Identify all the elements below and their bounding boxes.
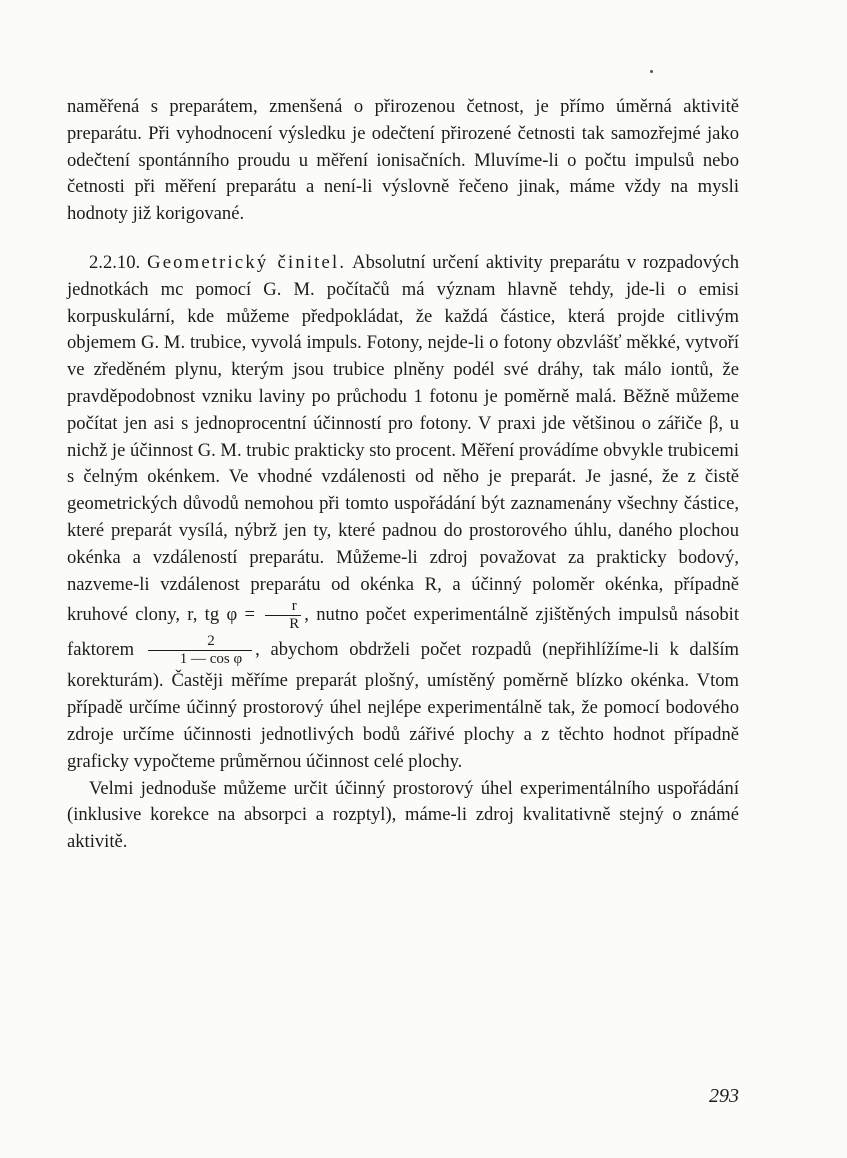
factor-fraction-denominator: 1 — cos φ <box>148 650 252 668</box>
tg-fraction <box>265 598 301 633</box>
paragraph-2 <box>67 250 739 776</box>
factor-fraction <box>148 633 252 668</box>
paragraph-2-part-a: Absolutní určení aktivity preparátu v rozpadových jednotkách mc pomocí G. M. počítačů má význam hlavně tehdy, jde-li o emisi korpuskulární, kde můžeme předpokládat, že každá částice, která projde citlivým objemem G. M. trubice, vyvolá impuls. Fotony, nejde-li o fotony obzvlášť měkké, vytvoří ve zředěném plynu, kterým jsou trubice plněny podél své dráhy, tak málo iontů, že pravděpodobnost vzniku laviny po průchodu 1 fotonu je poměrně malá. Běžně můžeme počítat jen asi s jednoprocentní účinností pro fotony. V praxi jde většinou o zářiče β, u nichž je účinnost G. M. trubic prakticky sto procent. Měření provádíme obvykle trubicemi s čelným okénkem. Ve vhodné vzdálenosti od něho je preparát. Je jasné, že z čistě geometrických důvodů nemohou při tomto uspořádání být zaznamenány všechny částice, které preparát vysílá, nýbrž jen ty, které padnou do prostorového úhlu, daného plochou okénka a vzdáleností preparátu. Můžeme-li zdroj považovat za prakticky bodový, nazveme-li vzdálenost preparátu od okénka R, a účinný poloměr okénka, případně kruhové clony, r, tg φ = <box>67 251 739 626</box>
paragraph-2-part-b: , nutno počet experimentálně zjištěných impulsů násobit faktorem <box>67 604 739 661</box>
page-body <box>67 94 739 856</box>
paragraph-1: naměřená s preparátem, zmenšená o přirozenou četnost, je přímo úměrná aktivitě preparátu. Při vyhodnocení výsledku je odečtení přirozené četnosti tak samozřejmé jako odečtení spontánního proudu u měření ionisačních. Mluvíme-li o počtu impulsů nebo četnosti při měření preparátu a není-li výslovně řečeno jinak, máme vždy na mysli hodnoty již korigované. <box>67 96 739 225</box>
paragraph-3: Velmi jednoduše můžeme určit účinný prostorový úhel experimentálního uspořádání (inklusive korekce na absorpci a rozptyl), máme-li zdroj kvalitativně stejný o známé aktivitě. <box>67 777 739 853</box>
paragraph-2-part-c: , abychom obdrželi počet rozpadů (nepřihlížíme-li k dalším korekturám). Častěji měříme preparát plošný, umístěný poměrně blízko okénka. Vtom případě určíme účinný prostorový úhel nejlépe experimentálně tak, že pomocí bodového zdroje určíme účinnosti jednotlivých bodů zářivé plochy a z těchto hodnot případně graficky vypočteme průměrnou účinnost celé plochy. <box>67 639 739 772</box>
section-number: 2.2.10. <box>89 251 141 273</box>
page-number: 293 <box>709 1085 739 1107</box>
tg-fraction-denominator: R <box>265 615 301 633</box>
tg-fraction-numerator: r <box>291 598 297 615</box>
section-title: Geometrický činitel. <box>147 251 347 273</box>
page-speck <box>650 70 653 73</box>
factor-fraction-numerator: 2 <box>207 633 215 650</box>
section-gap <box>67 228 739 250</box>
